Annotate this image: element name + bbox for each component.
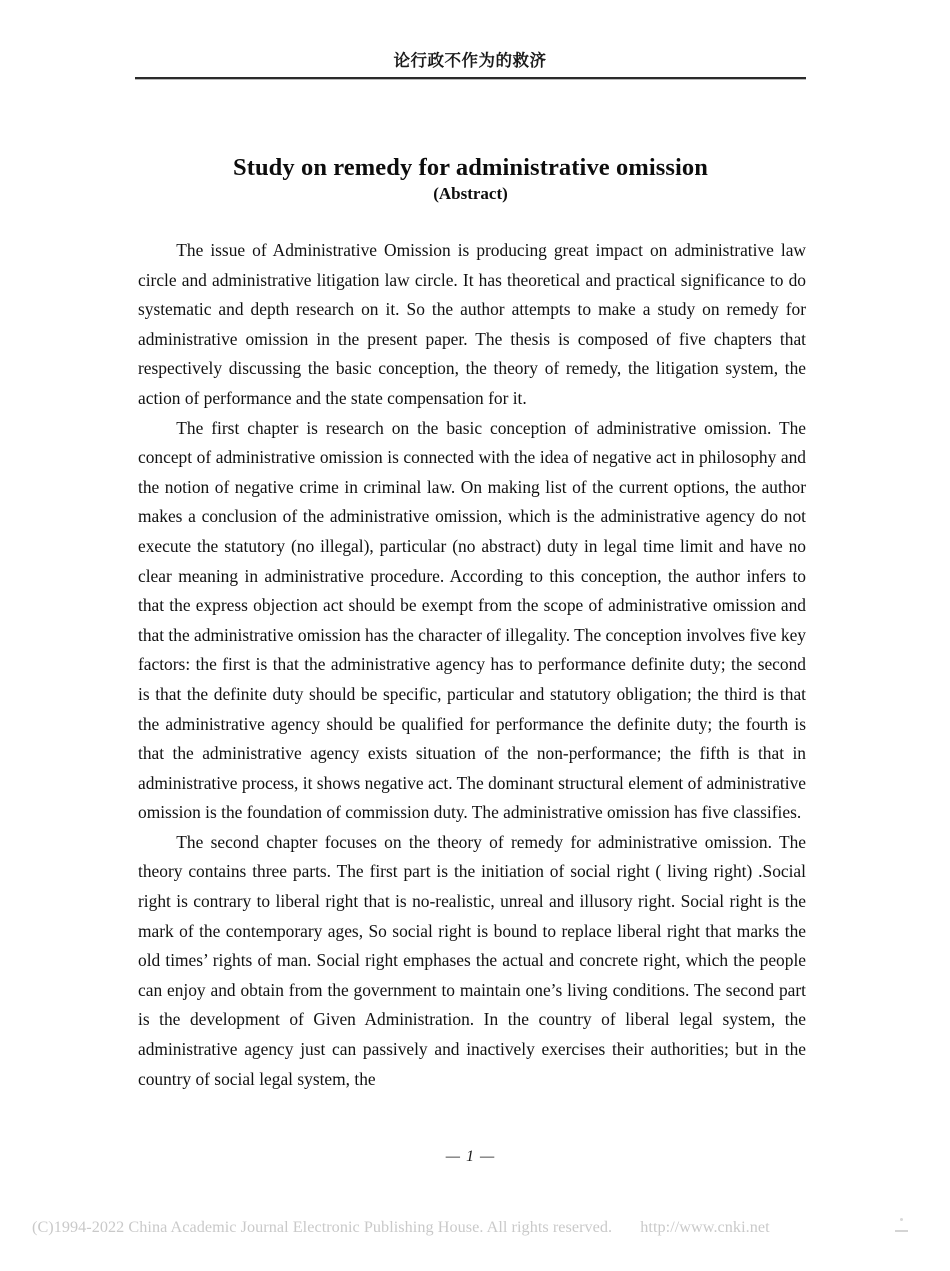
paragraph: The second chapter focuses on the theory of remedy for administrative omission. The theory contains three parts. The first part is the initiation of social right ( living right) .Social right is contrary to liberal right that is no-realistic, unreal and illusory right. Social right is the mark of the contemporary ages, So social right is bound to replace liberal right that marks the old times’ rights of man. Social right emphases the actual and concrete right, which the people can enjoy and obtain from the government to maintain one’s living conditions. The second part is the development of Given Administration. In the country of liberal legal system, the administrative agency just can passively and inactively exercises their authorities; but in the country of social legal system, the xyxy=(138,831,806,1089)
header-rule-divider xyxy=(135,77,806,79)
footer-copyright-text: (C)1994-2022 China Academic Journal Electronic Publishing House. All rights reserved. xyxy=(32,1218,613,1236)
footer-url[interactable]: http://www.cnki.net xyxy=(640,1218,770,1236)
paragraph: The issue of Administrative Omission is producing great impact on administrative law circle and administrative litigation law circle. It has theoretical and practical significance to do systematic and depth research on it. So the author attempts to make a study on remedy for administrative omission in the present paper. The thesis is composed of five chapters that respectively discussing the basic conception, the theory of remedy, the litigation system, the action of performance and the state compensation for it. xyxy=(138,240,806,408)
running-head: 论行政不作为的救济 xyxy=(393,51,547,70)
paragraph: The first chapter is research on the basic conception of administrative omission. The concept of administrative omission is connected with the idea of negative act in philosophy and the notion of negative crime in criminal law. On making list of the current options, the author makes a conclusion of the administrative omission, which is the administrative agency do not execute the statutory (no illegal), particular (no abstract) duty in legal time limit and have no clear meaning in administrative procedure. According to this conception, the author infers to that the express objection act should be exempt from the scope of administrative omission and that the administrative omission has the character of illegality. The conception involves five key factors: the first is that the administrative agency has to performance definite duty; the second is that the definite duty should be specific, particular and statutory obligation; the third is that the administrative agency should be qualified for performance the definite duty; the fourth is that the administrative agency exists situation of the non-performance; the fifth is that in administrative process, it shows negative act. The dominant structural element of administrative omission is the foundation of commission duty. The administrative omission has five classifies. xyxy=(138,417,806,823)
page-subtitle: (Abstract) xyxy=(433,184,508,203)
scan-artifact-dot xyxy=(900,1218,903,1221)
abstract-body xyxy=(138,236,806,1094)
scan-artifact-dash xyxy=(895,1230,908,1232)
scan-edge-artifact xyxy=(894,1218,908,1248)
page-title: Study on remedy for administrative omission xyxy=(232,154,709,182)
footer-copyright-notice xyxy=(32,1218,770,1237)
page-number: — 1 — xyxy=(445,1148,496,1165)
